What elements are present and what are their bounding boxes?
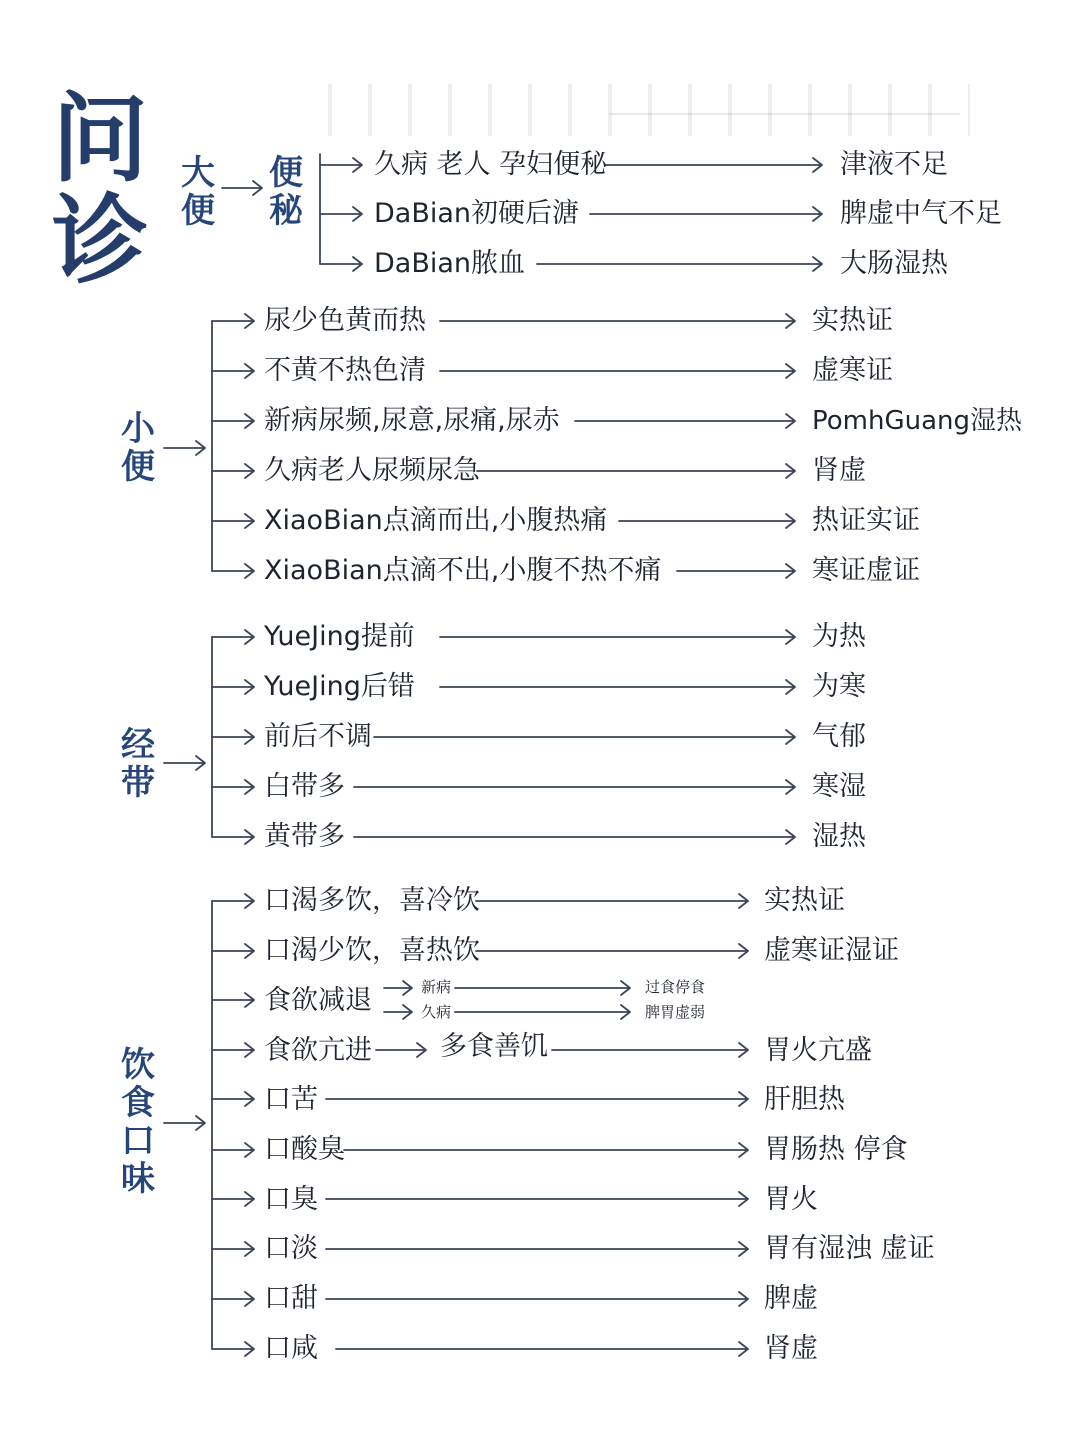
dabian-result-1: 脾虚中气不足 (840, 198, 1002, 229)
xiaobian-result-0: 实热证 (812, 305, 893, 336)
appetite-sub-result-1: 脾胃虚弱 (645, 1003, 706, 1021)
yinshi-result-arrow-0 (476, 894, 748, 908)
yinshi-cond-5: 口酸臭 (264, 1134, 345, 1165)
dabian-result-0: 津液不足 (840, 149, 948, 180)
yinshi-bracket-arrow-1 (212, 944, 254, 958)
yinshi-result-4: 肝胆热 (764, 1084, 845, 1115)
dabian-cond-2: DaBian脓血 (374, 248, 526, 279)
appetite-sub-result-arrow-1 (455, 1005, 630, 1019)
dabian-result-arrow-0 (605, 158, 822, 172)
dabian-result-arrow-2 (537, 257, 822, 271)
yinshi-result-0: 实热证 (764, 885, 845, 916)
appetite-sub-cond-0: 新病 (421, 978, 452, 996)
xiaobian-cond-4: XiaoBian点滴而出,小腹热痛 (264, 505, 608, 536)
jingdai-result-0: 为热 (812, 621, 866, 652)
yinshi-result-3: 胃火亢盛 (764, 1035, 872, 1066)
xiaobian-result-5: 寒证虚证 (812, 555, 920, 586)
dabian-bracket-arrow-0 (320, 158, 362, 172)
appetite-hyper-mid-arrow (376, 1043, 426, 1057)
yinshi-result-1: 虚寒证湿证 (764, 935, 899, 966)
yinshi-main-arrow (164, 1116, 205, 1130)
yinshi-result-arrow-9 (336, 1342, 748, 1356)
xiaobian-cond-1: 不黄不热色清 (264, 355, 426, 386)
yinshi-bracket-arrow-9 (212, 1342, 254, 1356)
xiaobian-result-3: 肾虚 (812, 455, 866, 486)
yinshi-result-arrow-5 (344, 1143, 748, 1157)
label-xiaobian: 小 便 (121, 409, 155, 487)
yinshi-result-arrow-7 (326, 1242, 748, 1256)
jingdai-main-arrow (164, 756, 205, 770)
yinshi-result-arrow-8 (326, 1292, 748, 1306)
yinshi-bracket-arrow-8 (212, 1292, 254, 1306)
yinshi-result-6: 胃火 (764, 1184, 818, 1215)
xiaobian-result-arrow-2 (575, 414, 795, 428)
xiaobian-bracket-arrow-0 (212, 314, 254, 328)
yinshi-cond-9: 口咸 (264, 1333, 318, 1364)
jingdai-result-4: 湿热 (812, 821, 866, 852)
yinshi-bracket-arrow-2 (212, 993, 254, 1007)
yinshi-bracket-arrow-7 (212, 1242, 254, 1256)
yinshi-cond-4: 口苦 (264, 1084, 318, 1115)
jingdai-result-arrow-1 (440, 680, 795, 694)
yinshi-cond-2: 食欲减退 (264, 985, 372, 1016)
title-wenzhen: 问 诊 (52, 83, 148, 297)
jingdai-result-2: 气郁 (812, 721, 866, 752)
jingdai-cond-0: YueJing提前 (264, 621, 415, 652)
yinshi-mid-3: 多食善饥 (440, 1031, 548, 1062)
label-yinshi-kouwei: 饮 食 口 味 (121, 1045, 155, 1199)
yinshi-cond-8: 口甜 (264, 1283, 318, 1314)
yinshi-cond-7: 口淡 (264, 1233, 318, 1264)
yinshi-bracket-arrow-6 (212, 1192, 254, 1206)
yinshi-cond-6: 口臭 (264, 1184, 318, 1215)
yinshi-result-arrow-3 (552, 1043, 748, 1057)
jingdai-result-arrow-2 (374, 730, 795, 744)
jingdai-cond-1: YueJing后错 (264, 671, 415, 702)
yinshi-cond-1: 口渴少饮，喜热饮 (264, 935, 480, 966)
xiaobian-bracket-arrow-4 (212, 514, 254, 528)
yinshi-result-9: 肾虚 (764, 1333, 818, 1364)
xiaobian-cond-0: 尿少色黄而热 (264, 305, 426, 336)
jingdai-cond-2: 前后不调 (264, 721, 372, 752)
yinshi-bracket-arrow-3 (212, 1043, 254, 1057)
xiaobian-main-arrow (164, 441, 205, 455)
jingdai-bracket-arrow-1 (212, 680, 254, 694)
appetite-sub-result-0: 过食停食 (645, 978, 706, 996)
yinshi-result-5: 胃肠热 停食 (764, 1134, 908, 1165)
xiaobian-cond-5: XiaoBian点滴不出,小腹不热不痛 (264, 555, 662, 586)
xiaobian-result-arrow-4 (619, 514, 795, 528)
yinshi-result-arrow-4 (326, 1092, 748, 1106)
dabian-cond-0: 久病 老人 孕妇便秘 (374, 149, 608, 180)
xiaobian-bracket-arrow-1 (212, 364, 254, 378)
dabian-cond-1: DaBian初硬后溏 (374, 198, 580, 229)
yinshi-result-arrow-6 (326, 1192, 748, 1206)
yinshi-cond-3: 食欲亢进 (264, 1035, 372, 1066)
yinshi-result-7: 胃有湿浊 虚证 (764, 1233, 935, 1264)
yinshi-bracket-arrow-0 (212, 894, 254, 908)
dabian-to-bianmi-arrow (222, 181, 262, 195)
xiaobian-result-arrow-0 (440, 314, 795, 328)
jingdai-bracket-arrow-3 (212, 780, 254, 794)
jingdai-result-arrow-0 (440, 630, 795, 644)
xiaobian-cond-2: 新病尿频,尿意,尿痛,尿赤 (264, 405, 560, 436)
xiaobian-bracket-arrow-3 (212, 464, 254, 478)
xiaobian-result-4: 热证实证 (812, 505, 920, 536)
faded-header-strip (310, 84, 970, 136)
yinshi-result-8: 脾虚 (764, 1283, 818, 1314)
xiaobian-result-1: 虚寒证 (812, 355, 893, 386)
dabian-result-2: 大肠湿热 (840, 248, 948, 279)
xiaobian-result-arrow-5 (677, 564, 795, 578)
yinshi-bracket-arrow-5 (212, 1143, 254, 1157)
appetite-sub-cond-1: 久病 (421, 1003, 452, 1021)
jingdai-cond-3: 白带多 (264, 771, 345, 802)
xiaobian-result-2: PomhGuang湿热 (812, 406, 1023, 436)
dabian-bracket-arrow-2 (320, 257, 362, 271)
jingdai-bracket-arrow-4 (212, 830, 254, 844)
appetite-sub-arrow-1 (384, 1005, 412, 1019)
xiaobian-result-arrow-3 (477, 464, 795, 478)
xiaobian-result-arrow-1 (440, 364, 795, 378)
label-bianmi: 便 秘 (269, 153, 303, 231)
xiaobian-cond-3: 久病老人尿频尿急 (264, 455, 480, 486)
dabian-bracket-arrow-1 (320, 207, 362, 221)
label-dabian: 大 便 (181, 153, 215, 231)
label-jingdai: 经 带 (121, 725, 155, 803)
jingdai-result-arrow-3 (354, 780, 795, 794)
appetite-sub-arrow-0 (384, 981, 412, 995)
xiaobian-bracket-arrow-2 (212, 414, 254, 428)
jingdai-result-arrow-4 (354, 830, 795, 844)
xiaobian-bracket-arrow-5 (212, 564, 254, 578)
yinshi-bracket-arrow-4 (212, 1092, 254, 1106)
yinshi-cond-0: 口渴多饮，喜冷饮 (264, 885, 480, 916)
jingdai-result-3: 寒湿 (812, 771, 866, 802)
appetite-sub-result-arrow-0 (455, 981, 630, 995)
yinshi-result-arrow-1 (476, 944, 748, 958)
jingdai-cond-4: 黄带多 (264, 821, 345, 852)
jingdai-bracket-arrow-2 (212, 730, 254, 744)
jingdai-result-1: 为寒 (812, 671, 866, 702)
dabian-result-arrow-1 (590, 207, 822, 221)
jingdai-bracket-arrow-0 (212, 630, 254, 644)
